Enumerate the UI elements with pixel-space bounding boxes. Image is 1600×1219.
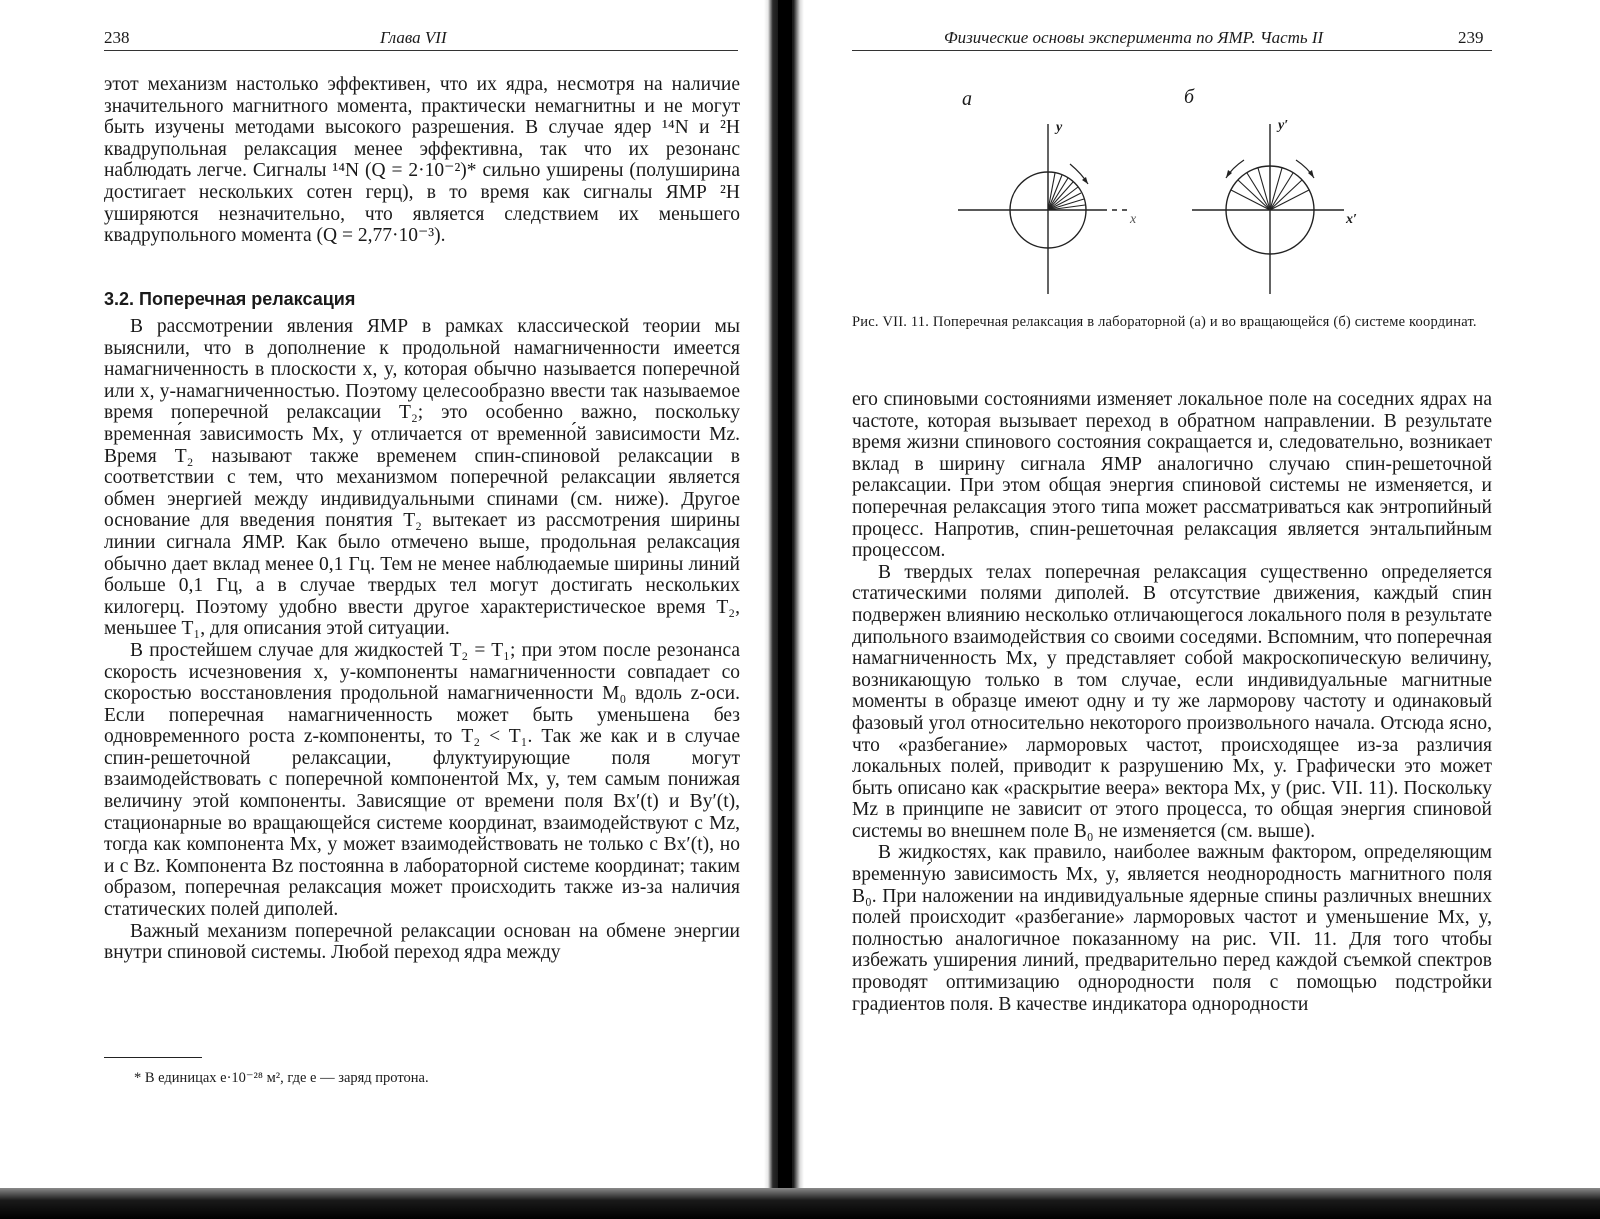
header-rule	[104, 50, 738, 51]
paragraph: В твердых телах поперечная релаксация существенно определяется статическими полями диполей. В отсутствие движения, каждый спин подвержен влиянию несколько отличающегося локального поля в результате дипольного взаимодействия со своими соседями. Вспомним, что поперечная намагниченность Mx, y представляет собой макроскопическую величину, возникающую только в том случае, если индивидуальные магнитные моменты в образце имеют одну и ту же ларморову частоту и одинаковый фазовый угол относительно некоторого произвольного начала. Отсюда ясно, что «разбегание» ларморовых частот, происходящее из-за различия локальных полей, приводит к разрушению Mx, y. Графически это может быть описано как «раскрытие веера» вектора Mx, y (рис. VII. 11). Поскольку Mz в принципе не зависит от этого процесса, то общая энергия спиновой системы во внешнем поле B₀ не изменяется (см. выше).	[852, 561, 1492, 842]
header-rule	[852, 50, 1492, 51]
panel-a-x-label: x	[1130, 212, 1137, 227]
figure-vii-11	[952, 84, 1372, 300]
paragraph: Важный механизм поперечной релаксации основан на обмене энергии внутри спиновой системы. Любой переход ядра между	[104, 920, 740, 964]
panel-a-label: а	[962, 88, 972, 110]
panel-b-label: б	[1184, 86, 1195, 108]
panel-b-y-label: y′	[1278, 118, 1289, 133]
footnote-rule	[104, 1057, 202, 1058]
panel-b-x-label: x′	[1346, 212, 1357, 227]
paragraph: В простейшем случае для жидкостей T₂ = T₁; при этом после резонанса скорость исчезновения x, y-компоненты намагниченности совпадает со скоростью восстановления продольной намагниченности M₀ вдоль z-оси. Если поперечная намагниченность может быть уменьшена без одновременного роста z-компоненты, то T₂ < T₁. Так же как и в случае спин-решеточной релаксации, флуктуирующие поля могут взаимодействовать с поперечной компонентой Mx, y, тем самым понижая величину этой компоненты. Зависящие от времени поля Bx′(t) и By′(t), стационарные во вращающейся системе координат, взаимодействуют с Mz, тогда как компонента Mx, y может взаимодействовать не только с Bx′(t), но и с Bz. Компонента Bz постоянна в лабораторной системе координат; таким образом, поперечная релаксация может происходить также из-за наличия статических полей диполей.	[104, 639, 740, 921]
relaxation-diagram	[952, 84, 1372, 300]
page-number: 238	[104, 28, 130, 47]
section-heading: 3.2. Поперечная релаксация	[104, 289, 356, 309]
panel-b-diagram	[1192, 124, 1344, 294]
panel-b-vectors	[1231, 166, 1309, 210]
figure-caption: Рис. VII. 11. Поперечная релаксация в лабораторной (а) и во вращающейся (б) системе координат.	[852, 314, 1477, 330]
running-title: Физические основы эксперимента по ЯМР. Часть II	[944, 28, 1324, 47]
paragraph: В рассмотрении явления ЯМР в рамках классической теории мы выяснили, что в дополнение к продольной намагниченности имеется намагниченность в плоскости x, y, которая обычно называется поперечной или x, y-намагниченностью. Поэтому целесообразно ввести так называемое время поперечной релаксации T₂; это особенно важно, поскольку временна́я зависимость Mx, y отличается от временно́й зависимости Mz. Время T₂ называют также временем спин-спиновой релаксации в соответствии с тем, что механизмом поперечной релаксации является обмен энергией между индивидуальными спинами (см. ниже). Другое основание для введения понятия T₂ вытекает из рассмотрения ширины линии сигнала ЯМР. Как было отмечено выше, продольная релаксация обычно дает вклад менее 0,1 Гц. Тем не менее наблюдаемые ширины линий больше 0,1 Гц, а в случае твердых тел могут достигать нескольких килогерц. Поэтому удобно ввести другое характеристическое время T₂, меньшее T₁, для описания этой ситуации.	[104, 316, 740, 640]
scan-bottom-edge	[0, 1188, 1600, 1219]
panel-a-y-label: y	[1056, 120, 1063, 135]
paragraph: В жидкостях, как правило, наиболее важным фактором, определяющим временну́ю зависимость Mx, y, является неоднородность магнитного поля B₀. При наложении на индивидуальные ядерные спины различных внешних полей происходит «разбегание» ларморовых частот и уменьшение Mx, y, полностью аналогичное показанному на рис. VII. 11. Для того чтобы избежать уширения линий, предварительно перед каждой съемкой спектров проводят оптимизацию однородности поля с помощью подстройки градиентов поля. В качестве индикатора однородности	[852, 842, 1492, 1015]
footnote: * В единицах e·10⁻²⁸ м², где e — заряд протона.	[134, 1070, 429, 1086]
panel-a-diagram	[958, 124, 1130, 294]
book-spine-shadow	[778, 0, 792, 1219]
paragraph: его спиновыми состояниями изменяет локальное поле на соседних ядрах на частоте, которая вызывает переход в обратном направлении. В результате время жизни спинового состояния сокращается и, следовательно, возникает вклад в ширину сигнала ЯМР аналогично случаю спин-решеточной релаксации. При этом общая энергия спиновой системы не изменяется, и поперечная релаксация этого типа может рассматриваться как энтропийный процесс. Напротив, спин-решеточная релаксация является энтальпийным процессом.	[852, 389, 1492, 562]
page-number: 239	[1458, 28, 1484, 47]
text-block-main	[104, 316, 740, 964]
running-title: Глава VII	[380, 28, 447, 47]
panel-a-vectors	[1048, 172, 1085, 210]
text-block-top	[104, 74, 740, 247]
paragraph-continued: этот механизм настолько эффективен, что их ядра, несмотря на наличие значительного магнитного момента, практически немагнитны и не могут быть изучены методами высокого разрешения. В случае ядер ¹⁴N и ²H квадрупольная релаксация менее эффективна, так что их резонанс наблюдать легче. Сигналы ¹⁴N (Q = 2·10⁻²)* сильно уширены (полуширина достигает нескольких сотен герц), в то время как сигналы ЯМР ²H уширяются незначительно, что является следствием их меньшего квадрупольного момента (Q = 2,77·10⁻³).	[104, 74, 740, 247]
text-block-main	[852, 389, 1492, 1015]
